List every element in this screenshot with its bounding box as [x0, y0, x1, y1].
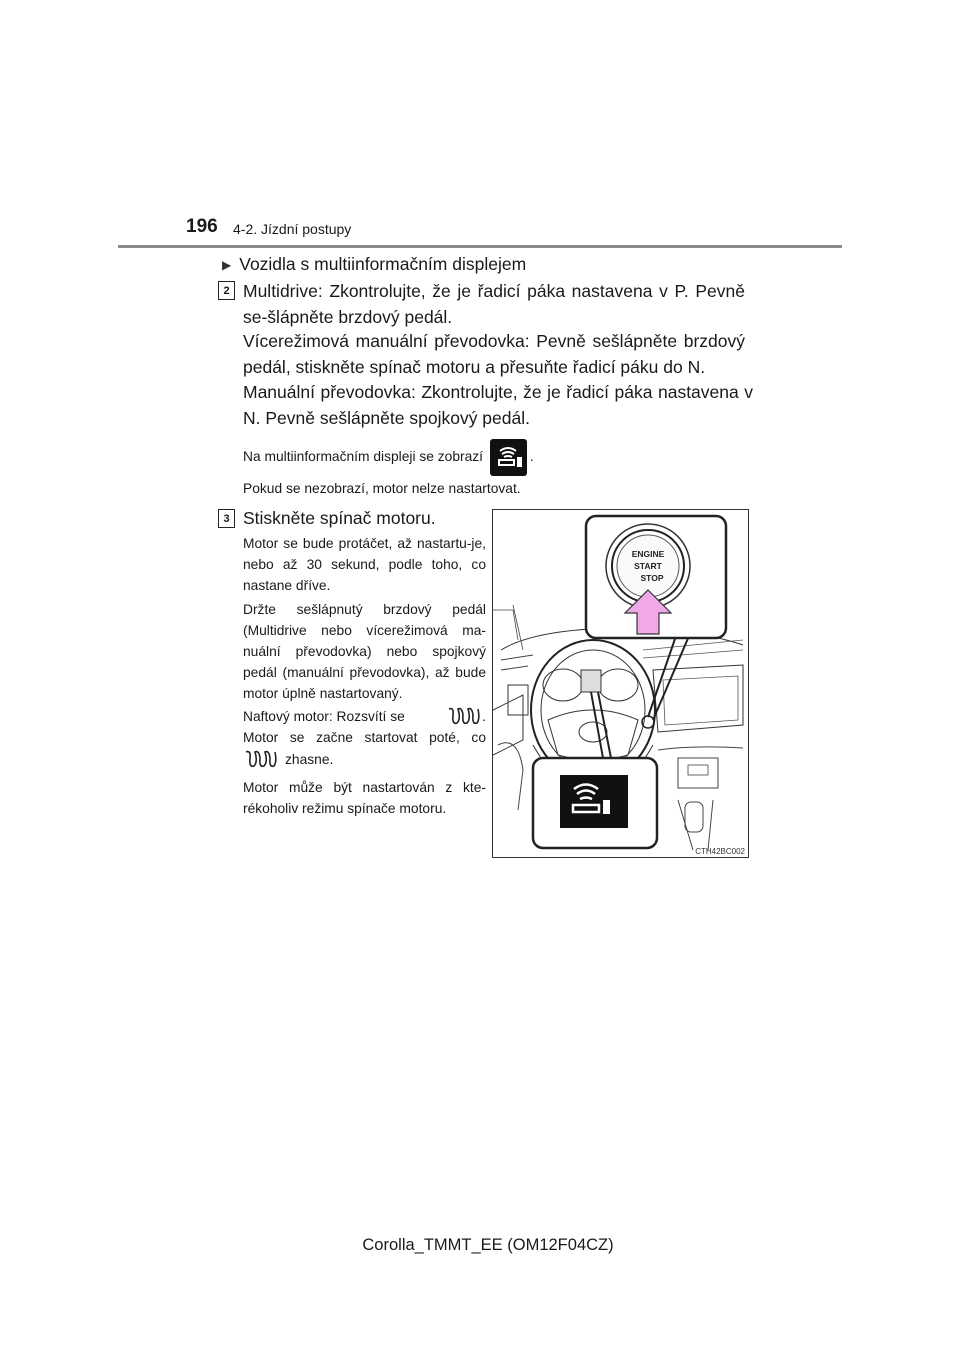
vehicle-title-text: Vozidla s multiinformačním displejem [239, 254, 527, 274]
dashboard-figure [492, 509, 749, 858]
section-title: 4-2. Jízdní postupy [233, 221, 352, 237]
footer-model: Corolla_TMMT_EE (OM12F04CZ) [362, 1236, 614, 1254]
header-rule [118, 245, 842, 248]
step-2-manual: Manuální převodovka: Zkontrolujte, že je řadicí páka nastavena v N. Pevně sešlápněte spojkový pedál. [243, 382, 753, 428]
display-note-end: . [529, 449, 534, 464]
step-2-display-note [243, 437, 763, 477]
note-3-part-c: Motor se začne startovat poté, co [243, 730, 486, 745]
triangle-bullet-icon: ▶ [222, 257, 232, 272]
button-text-engine: ENGINE [631, 549, 665, 559]
note-3-part-b: . [482, 708, 486, 724]
start-indicator-icon [490, 439, 527, 476]
display-note-text: Na multiinformačním displeji se zobrazí [243, 449, 483, 464]
dashboard-illustration [493, 510, 749, 858]
button-text-stop: STOP [640, 573, 664, 583]
note-3-part-d: zhasne. [285, 751, 334, 767]
step-2-badge: 2 [218, 281, 235, 300]
glow-plug-icon-2 [243, 748, 279, 770]
page-number: 196 [186, 216, 218, 237]
button-text-start: START [634, 561, 662, 571]
step-3-title: Stiskněte spínač motoru. [243, 508, 436, 528]
note-3-part-a: Naftový motor: Rozsvítí se [243, 708, 405, 724]
step-2-not-shown-note: Pokud se nezobrazí, motor nelze nastartovat. [243, 481, 521, 496]
step-3-note-2: Držte sešlápnutý brzdový pedál (Multidrive nebo vícerežimová ma-nuální převodovka) nebo spojkový pedál (manuální převodovka), až bude motor úplně nastartovaný. [243, 602, 486, 701]
figure-code: CTH42BC002 [695, 847, 745, 856]
glow-plug-icon [446, 705, 482, 727]
step-3-note-3 [243, 705, 486, 770]
step-3-note-4: Motor může být nastartován z kte-rékoholiv režimu spínače motoru. [243, 780, 486, 816]
step-3-badge: 3 [218, 509, 235, 528]
vehicle-title [222, 254, 526, 275]
step-3-note-1: Motor se bude protáčet, až nastartu-je, nebo až 30 sekund, podle toho, co nastane dříve. [243, 536, 486, 593]
step-2-multimode: Vícerežimová manuální převodovka: Pevně sešlápněte brzdový pedál, stiskněte spínač motoru a přesuňte řadicí páku do N. [243, 331, 745, 377]
step-2-multidrive: Multidrive: Zkontrolujte, že je řadicí páka nastavena v P. Pevně se-šlápněte brzdový pedál. [243, 281, 745, 327]
